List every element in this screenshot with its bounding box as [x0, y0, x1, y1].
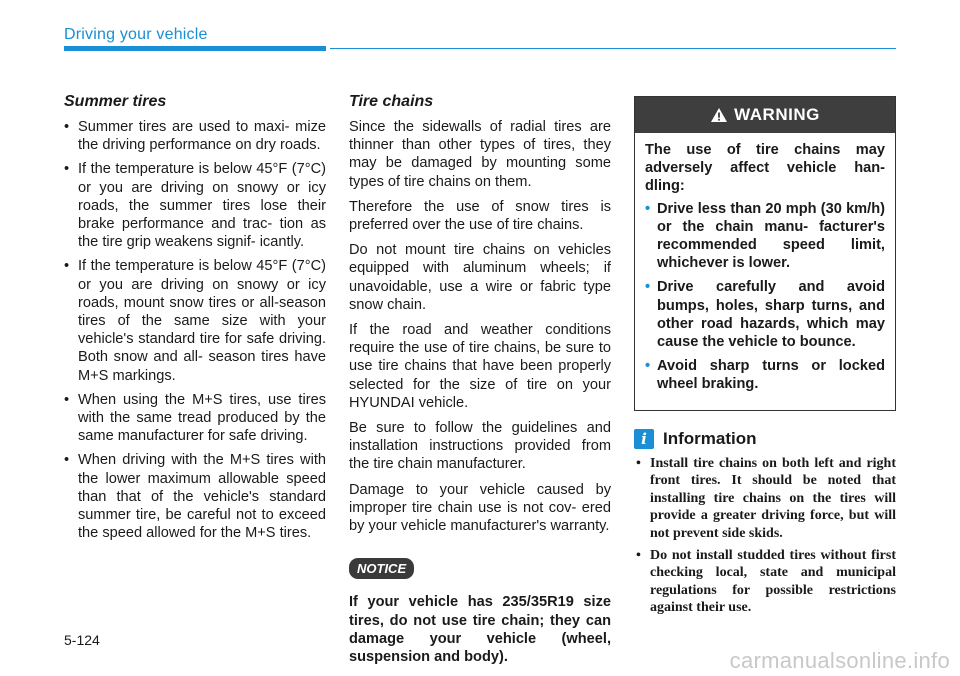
paragraph: If the road and weather conditions require the use of tire chains, be sure to use tire chains that have been properly selected for the size of tire on your HYUNDAI vehicle. [349, 322, 611, 411]
list-item: • Avoid sharp turns or locked wheel braking. [645, 357, 885, 393]
list-item: • Summer tires are used to maxi- mize the driving performance on dry roads. [64, 118, 326, 154]
warning-body [635, 133, 895, 410]
list-item: • When using the M+S tires, use tires with the same tread produced by the same manufacturer for safe driving. [64, 391, 326, 446]
paragraph: Since the sidewalls of radial tires are thinner than other types of tires, they may be damaged by mounting some types of tire chains on them. [349, 119, 611, 190]
watermark: carmanualsonline.info [729, 648, 950, 673]
warning-box [634, 96, 896, 411]
information-list [634, 455, 896, 617]
notice-text: If your vehicle has 235/35R19 size tires, do not use tire chain; they can damage your vehicle (wheel, suspension and body). [349, 594, 611, 666]
warning-intro: The use of tire chains may adversely affect vehicle han- dling: [645, 142, 885, 195]
warning-header [635, 97, 895, 133]
tire-chains-heading: Tire chains [349, 93, 434, 110]
list-item: • Drive carefully and avoid bumps, holes, sharp turns, and other road hazards, which may cause the vehicle to bounce. [645, 278, 885, 351]
warning-title: WARNING [734, 104, 820, 124]
summer-tires-heading: Summer tires [64, 93, 167, 110]
tire-chains-column [349, 92, 611, 667]
header-accent-bar [64, 46, 326, 51]
information-header [634, 429, 896, 449]
page-number: 5-124 [64, 632, 100, 648]
list-item: • If the temperature is below 45°F (7°C) or you are driving on snowy or icy roads, mount snow tires or all-season tires of the same size with your vehicle's standard tire for safe driving. Both snow and all- season tires have M+S markings. [64, 257, 326, 384]
info-icon: i [634, 429, 654, 449]
paragraph: Be sure to follow the guidelines and installation instructions provided from the tire chain manufacturer. [349, 420, 611, 473]
notice-badge: NOTICE [349, 558, 414, 579]
header-rule [330, 48, 896, 49]
paragraph: Do not mount tire chains on vehicles equipped with aluminum wheels; if unavoidable, use a wire or fabric type snow chain. [349, 242, 611, 313]
paragraph: Damage to your vehicle caused by improper tire chain use is not cov- ered by your vehicle manufacturer's warranty. [349, 481, 611, 535]
list-item: • When driving with the M+S tires with the lower maximum allowable speed than that of the vehicle's standard summer tire, be careful not to exceed the speed allowed for the M+S tires. [64, 451, 326, 542]
list-item: • Install tire chains on both left and right front tires. It should be noted that installing tire chains on the tires will provide a greater driving force, but will not prevent side skids. [634, 455, 896, 543]
paragraph: Therefore the use of snow tires is preferred over the use of tire chains. [349, 198, 611, 234]
list-item: • If the temperature is below 45°F (7°C) or you are driving on snowy or icy roads, the summer tires lose their brake performance and trac- tion as the tire grip weakens signif- icantly. [64, 160, 326, 251]
warning-list [645, 200, 885, 394]
list-item: • Do not install studded tires without first checking local, state and municipal regulations for possible restrictions against their use. [634, 547, 896, 617]
warning-info-column [634, 96, 896, 621]
list-item: • Drive less than 20 mph (30 km/h) or the chain manu- facturer's recommended speed limit, whichever is lower. [645, 200, 885, 273]
information-title: Information [663, 428, 757, 448]
warning-triangle-icon [710, 107, 728, 123]
summer-tires-list [64, 118, 326, 542]
summer-tires-column [64, 92, 326, 548]
header-title: Driving your vehicle [64, 26, 208, 43]
